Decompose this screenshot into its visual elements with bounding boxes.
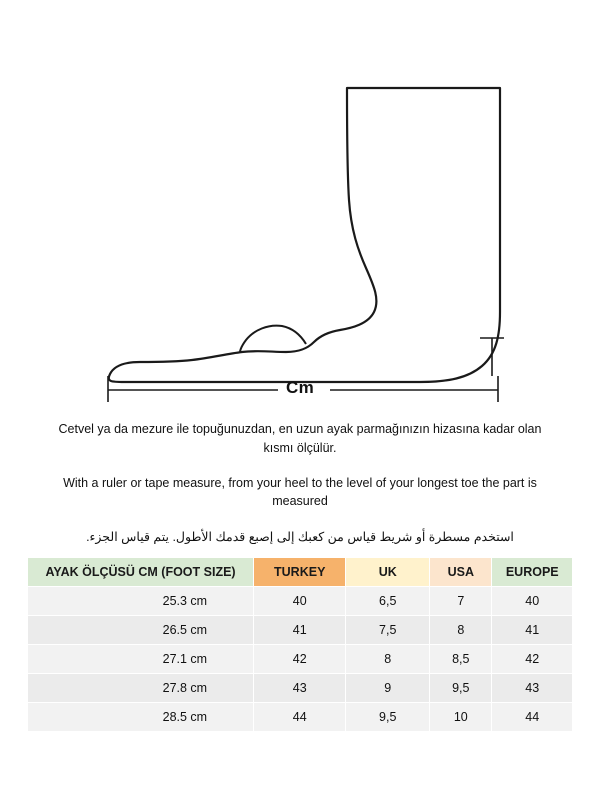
cell-europe: 40 <box>492 587 573 616</box>
table-row <box>28 703 573 732</box>
size-chart-body <box>28 587 573 732</box>
cell-foot-size: 27.1 cm <box>28 645 254 674</box>
cell-europe: 42 <box>492 645 573 674</box>
cell-usa: 7 <box>430 587 492 616</box>
cell-uk: 9 <box>346 674 430 703</box>
cell-usa: 8 <box>430 616 492 645</box>
cell-uk: 8 <box>346 645 430 674</box>
cell-europe: 44 <box>492 703 573 732</box>
measure-unit-label: Cm <box>286 378 314 397</box>
instruction-turkish: Cetvel ya da mezure ile topuğunuzdan, en uzun ayak parmağınızın hizasına kadar olan kısmı ölçülür. <box>58 422 542 455</box>
cell-foot-size: 27.8 cm <box>28 674 254 703</box>
instruction-arabic: استخدم مسطرة أو شريط قياس من كعبك إلى إصبع قدمك الأطول. يتم قياس الجزء. <box>86 530 514 544</box>
header-foot-size: AYAK ÖLÇÜSÜ CM (FOOT SIZE) <box>28 558 254 587</box>
table-row <box>28 674 573 703</box>
instructions-block <box>0 420 600 547</box>
cell-europe: 43 <box>492 674 573 703</box>
table-row <box>28 645 573 674</box>
cell-turkey: 43 <box>254 674 346 703</box>
cell-turkey: 40 <box>254 587 346 616</box>
foot-outline-path <box>109 88 500 382</box>
cell-foot-size: 28.5 cm <box>28 703 254 732</box>
table-row <box>28 616 573 645</box>
toe-detail-path <box>240 326 306 352</box>
table-header-row <box>28 558 573 587</box>
size-chart-head <box>28 558 573 587</box>
size-chart-table-wrap <box>27 557 573 732</box>
cell-turkey: 42 <box>254 645 346 674</box>
header-turkey: TURKEY <box>254 558 346 587</box>
header-uk: UK <box>346 558 430 587</box>
cell-usa: 9,5 <box>430 674 492 703</box>
header-europe: EUROPE <box>492 558 573 587</box>
cell-uk: 6,5 <box>346 587 430 616</box>
cell-turkey: 44 <box>254 703 346 732</box>
instruction-english: With a ruler or tape measure, from your heel to the level of your longest toe the part is measured <box>63 475 537 509</box>
cell-usa: 8,5 <box>430 645 492 674</box>
cell-uk: 9,5 <box>346 703 430 732</box>
header-usa: USA <box>430 558 492 587</box>
cell-uk: 7,5 <box>346 616 430 645</box>
size-chart-table <box>27 557 573 732</box>
cell-turkey: 41 <box>254 616 346 645</box>
cell-europe: 41 <box>492 616 573 645</box>
cell-usa: 10 <box>430 703 492 732</box>
cell-foot-size: 25.3 cm <box>28 587 254 616</box>
cell-foot-size: 26.5 cm <box>28 616 254 645</box>
table-row <box>28 587 573 616</box>
